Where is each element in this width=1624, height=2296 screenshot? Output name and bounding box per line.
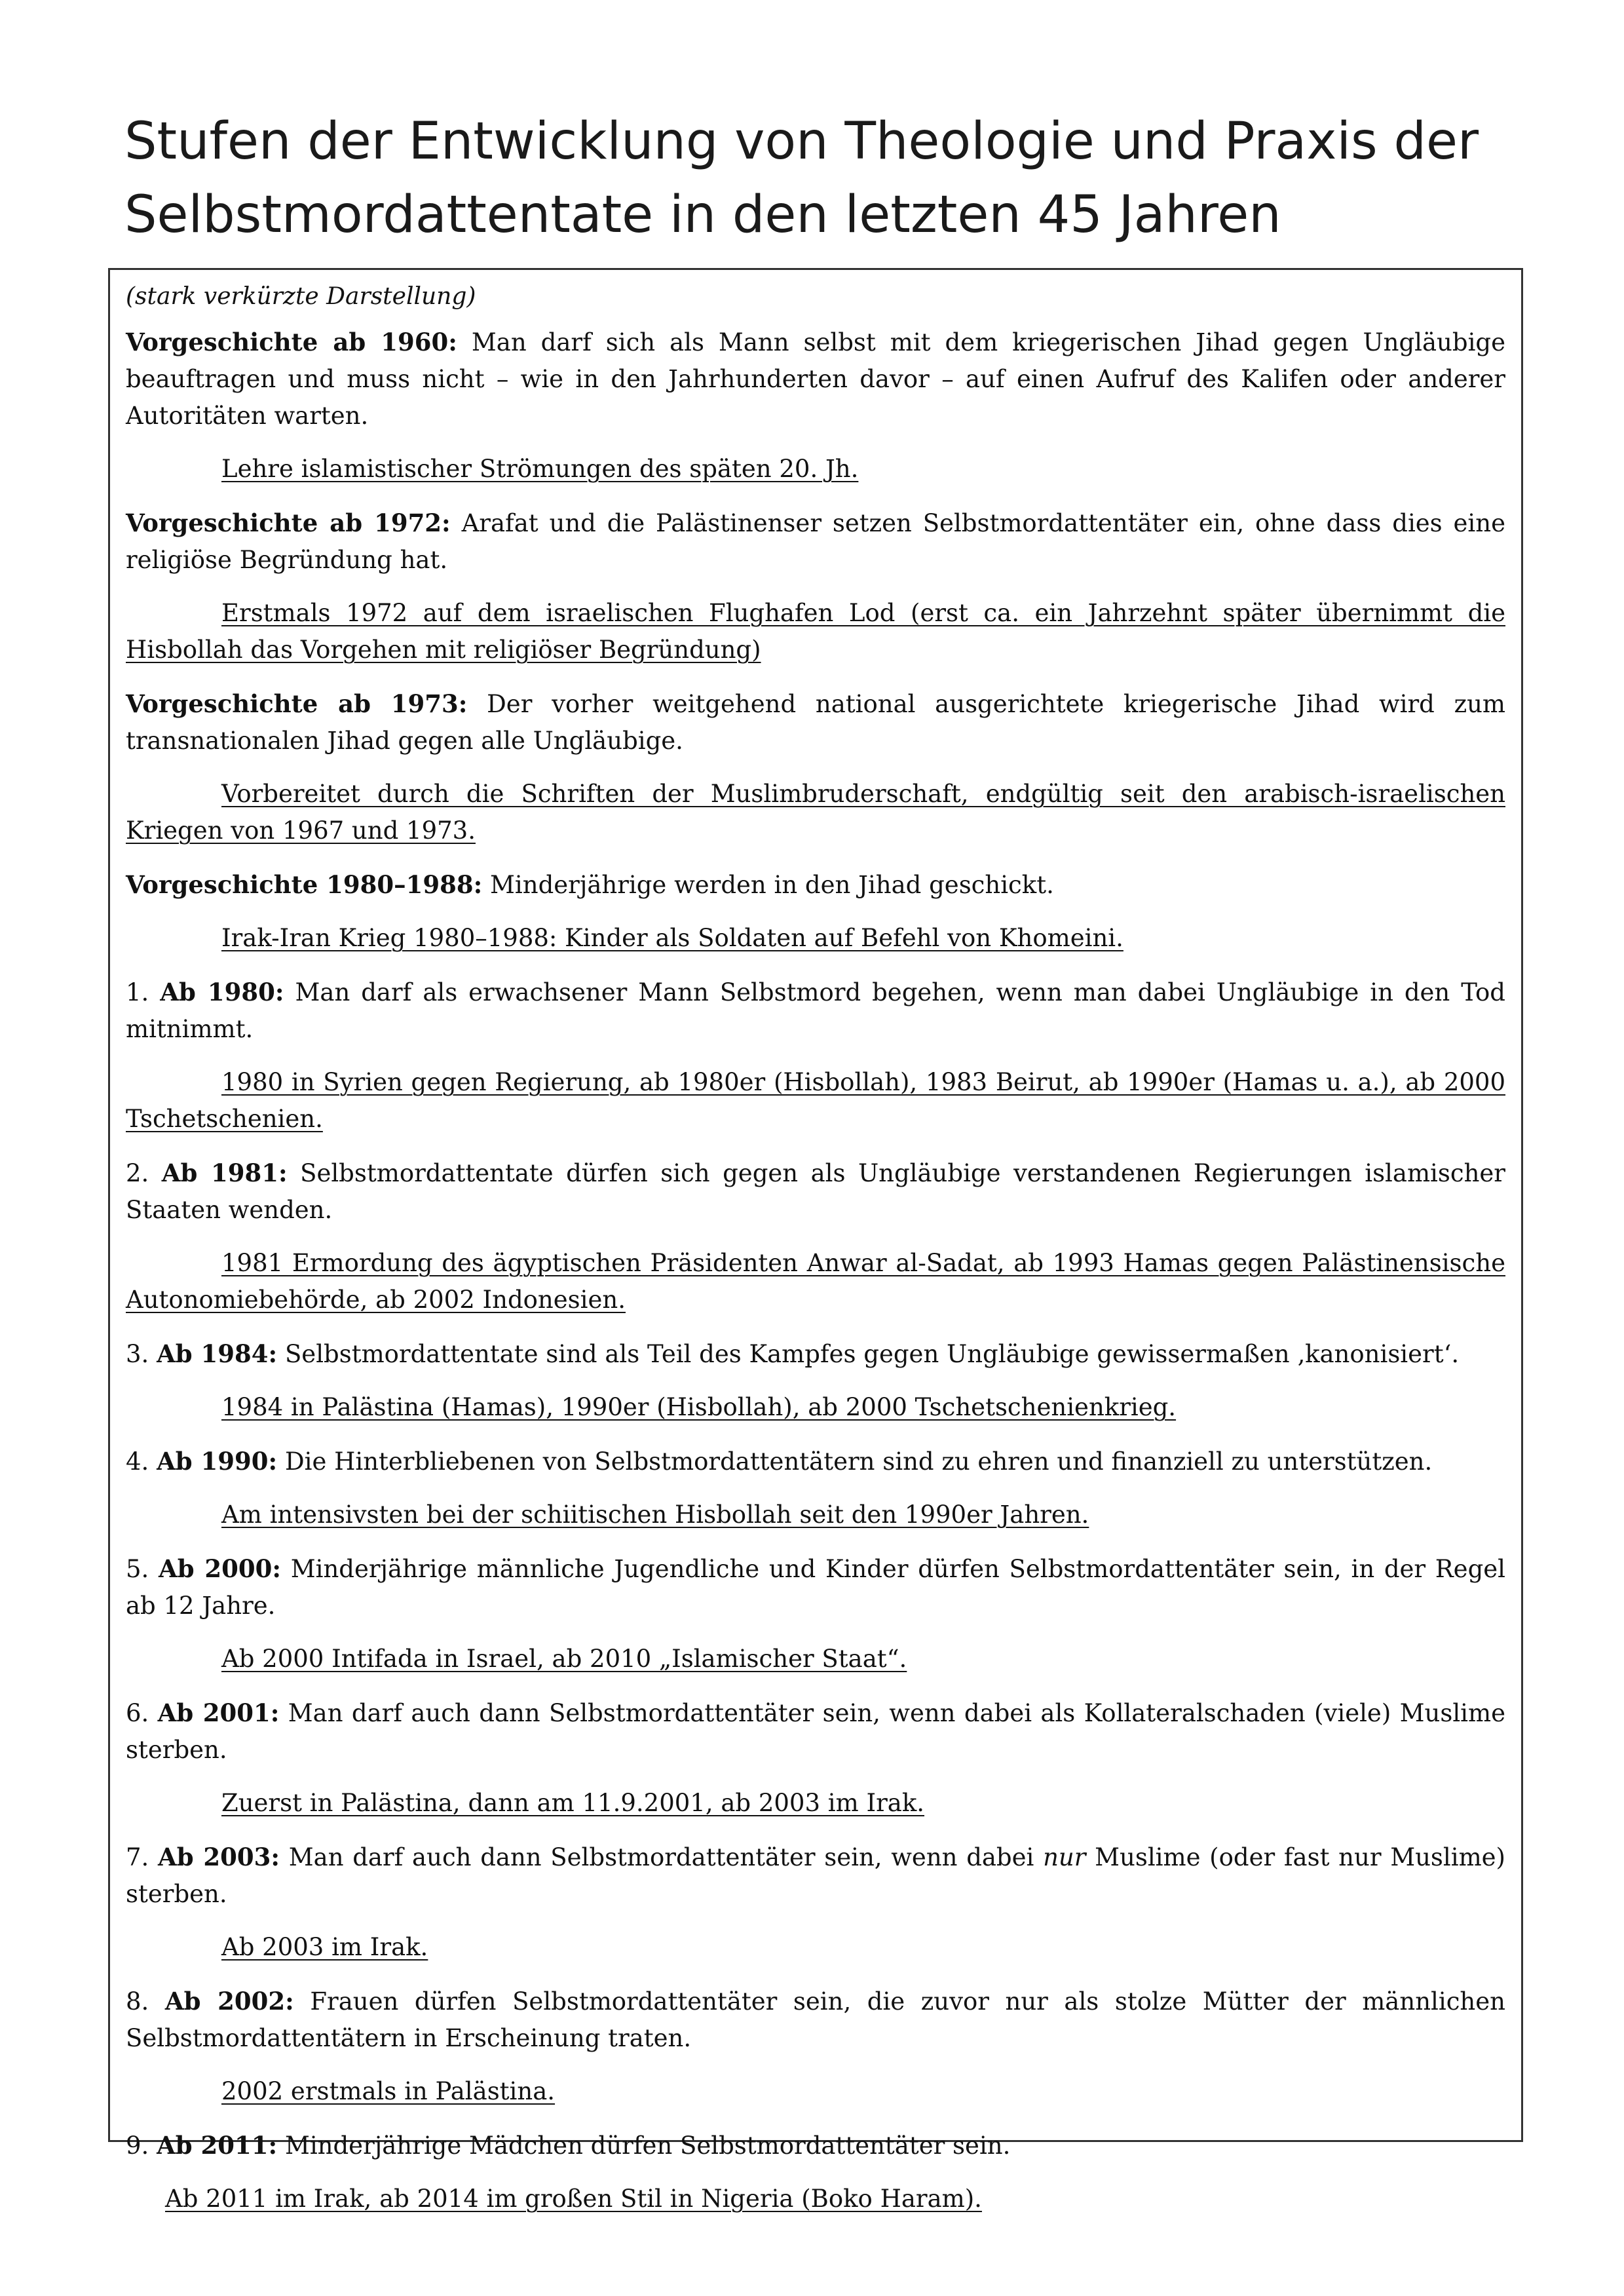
entry-text: Man darf als erwachsener Mann Selbstmord begehen, wenn man dabei Ungläubige in den Tod mitnimmt. bbox=[126, 978, 1505, 1043]
detail-text: Ab 2003 im Irak. bbox=[221, 1933, 428, 1961]
document-title: Stufen der Entwicklung von Theologie und Praxis der Selbstmordattentate in den letzten 45 Jahren bbox=[124, 112, 1479, 244]
entry-detail-stage-7 bbox=[126, 1929, 1505, 1966]
entry-detail-vorgeschichte-1972 bbox=[126, 595, 1505, 668]
detail-text: 1980 in Syrien gegen Regierung, ab 1980er (Hisbollah), 1983 Beirut, ab 1990er (Hamas u. a.), ab 2000 Tschetschenien. bbox=[126, 1068, 1505, 1133]
entry-stage-7 bbox=[126, 1839, 1505, 1913]
entry-label: Ab 1990: bbox=[157, 1447, 278, 1476]
detail-text: Zuerst in Palästina, dann am 11.9.2001, ab 2003 im Irak. bbox=[221, 1789, 924, 1817]
entry-text: Selbstmordattentate dürfen sich gegen als Ungläubige verstandenen Regierungen islamischer Staaten wenden. bbox=[126, 1159, 1505, 1224]
entry-detail-stage-2 bbox=[126, 1245, 1505, 1318]
entry-vorgeschichte-1980-1988 bbox=[126, 866, 1505, 904]
entry-stage-3 bbox=[126, 1335, 1505, 1373]
entry-prefix: 9. bbox=[126, 2132, 157, 2160]
entry-label: Vorgeschichte ab 1960: bbox=[126, 328, 457, 356]
entry-text: Man darf sich als Mann selbst mit dem kriegerischen Jihad gegen Ungläubige beauftragen und muss nicht – wie in den Jahrhunderten davor – auf einen Aufruf des Kalifen oder anderer Autoritäten warten. bbox=[126, 328, 1505, 430]
detail-text: 2002 erstmals in Palästina. bbox=[221, 2077, 556, 2105]
entry-stage-6 bbox=[126, 1694, 1505, 1769]
entry-stage-8 bbox=[126, 1983, 1505, 2057]
entry-stage-2 bbox=[126, 1155, 1505, 1229]
entry-text: Arafat und die Palästinenser setzen Selbstmordattentäter ein, ohne dass dies eine religiöse Begründung hat. bbox=[126, 509, 1505, 574]
entry-text: Minderjährige männliche Jugendliche und Kinder dürfen Selbstmordattentäter sein, in der Regel ab 12 Jahre. bbox=[126, 1555, 1505, 1620]
entry-text-after: Muslime (oder fast nur Muslime) sterben. bbox=[126, 1843, 1505, 1908]
entry-detail-vorgeschichte-1973 bbox=[126, 776, 1505, 849]
entry-text-emphasis: nur bbox=[1043, 1843, 1086, 1871]
entry-prefix: 8. bbox=[126, 1987, 165, 2016]
entry-text: Minderjährige werden in den Jihad geschickt. bbox=[482, 871, 1054, 899]
entry-prefix: 7. bbox=[126, 1843, 159, 1871]
detail-text: Erstmals 1972 auf dem israelischen Flughafen Lod (erst ca. ein Jahrzehnt später übernimmt die Hisbollah das Vorgehen mit religiöser Begründung) bbox=[126, 599, 1505, 664]
entry-text: Frauen dürfen Selbstmordattentäter sein, die zuvor nur als stolze Mütter der männlichen Selbstmordattentätern in Erscheinung traten. bbox=[126, 1987, 1505, 2052]
entry-label: Ab 1981: bbox=[161, 1158, 288, 1187]
entry-label: Vorgeschichte ab 1973: bbox=[126, 689, 468, 718]
entry-detail-stage-4 bbox=[126, 1497, 1505, 1533]
entry-text: Minderjährige Mädchen dürfen Selbstmordattentäter sein. bbox=[277, 2132, 1011, 2160]
entry-vorgeschichte-1973 bbox=[126, 685, 1505, 759]
detail-text: Am intensivsten bei der schiitischen Hisbollah seit den 1990er Jahren. bbox=[221, 1501, 1089, 1529]
entry-detail-stage-5 bbox=[126, 1641, 1505, 1677]
entry-label: Ab 2003: bbox=[158, 1843, 280, 1871]
entry-text: Selbstmordattentate sind als Teil des Kampfes gegen Ungläubige gewissermaßen ‚kanonisiert‘. bbox=[277, 1340, 1460, 1368]
entry-label: Vorgeschichte 1980–1988: bbox=[126, 870, 483, 899]
detail-text: Ab 2000 Intifada in Israel, ab 2010 „Islamischer Staat“. bbox=[221, 1645, 907, 1673]
entry-stage-9 bbox=[126, 2127, 1505, 2164]
entry-detail-vorgeschichte-1980-1988 bbox=[126, 920, 1505, 957]
entry-stage-1 bbox=[126, 974, 1505, 1048]
entry-label: Vorgeschichte ab 1972: bbox=[126, 508, 451, 537]
entry-detail-vorgeschichte-1960 bbox=[126, 451, 1505, 488]
entry-stage-5 bbox=[126, 1550, 1505, 1624]
entry-detail-stage-6 bbox=[126, 1785, 1505, 1822]
entry-label: Ab 2011: bbox=[157, 2131, 278, 2160]
entry-label: Ab 2002: bbox=[164, 1987, 294, 2016]
entry-label: Ab 2000: bbox=[159, 1554, 282, 1583]
entry-detail-stage-8 bbox=[126, 2073, 1505, 2110]
entry-prefix: 6. bbox=[126, 1699, 158, 1727]
detail-text: Vorbereitet durch die Schriften der Muslimbruderschaft, endgültig seit den arabisch-israelischen Kriegen von 1967 und 1973. bbox=[126, 780, 1505, 845]
content-box bbox=[108, 268, 1523, 2213]
entry-label: Ab 1984: bbox=[157, 1339, 278, 1368]
entry-prefix: 2. bbox=[126, 1159, 162, 1187]
entry-vorgeschichte-1972 bbox=[126, 505, 1505, 579]
entry-label: Ab 1980: bbox=[160, 978, 284, 1006]
entry-text-before: Man darf auch dann Selbstmordattentäter sein, wenn dabei bbox=[280, 1843, 1044, 1871]
abridged-note: (stark verkürzte Darstellung) bbox=[126, 283, 476, 310]
detail-text: Irak-Iran Krieg 1980–1988: Kinder als Soldaten auf Befehl von Khomeini. bbox=[221, 924, 1124, 952]
entry-vorgeschichte-1960 bbox=[126, 324, 1505, 434]
entry-label: Ab 2001: bbox=[157, 1698, 280, 1727]
entry-detail-stage-1 bbox=[126, 1064, 1505, 1138]
entry-text: Man darf auch dann Selbstmordattentäter sein, wenn dabei als Kollateralschaden (viele) Muslime sterben. bbox=[126, 1699, 1505, 1764]
entry-prefix: 5. bbox=[126, 1555, 159, 1583]
entry-prefix: 4. bbox=[126, 1447, 157, 1476]
entry-detail-stage-9 bbox=[126, 2181, 1505, 2217]
entry-text: Die Hinterbliebenen von Selbstmordattentätern sind zu ehren und finanziell zu unterstützen. bbox=[277, 1447, 1433, 1476]
entry-prefix: 3. bbox=[126, 1340, 157, 1368]
entry-stage-4 bbox=[126, 1443, 1505, 1480]
detail-text: 1981 Ermordung des ägyptischen Präsidenten Anwar al-Sadat, ab 1993 Hamas gegen Palästinensische Autonomiebehörde, ab 2002 Indonesien. bbox=[126, 1249, 1505, 1314]
detail-text: 1984 in Palästina (Hamas), 1990er (Hisbollah), ab 2000 Tschetschenienkrieg. bbox=[221, 1393, 1177, 1421]
entry-detail-stage-3 bbox=[126, 1389, 1505, 1426]
detail-text: Lehre islamistischer Strömungen des späten 20. Jh. bbox=[221, 455, 859, 483]
detail-text: Ab 2011 im Irak, ab 2014 im großen Stil in Nigeria (Boko Haram). bbox=[165, 2185, 982, 2213]
entry-text: Der vorher weitgehend national ausgerichtete kriegerische Jihad wird zum transnationalen Jihad gegen alle Ungläubige. bbox=[126, 690, 1505, 755]
entry-prefix: 1. bbox=[126, 978, 161, 1006]
